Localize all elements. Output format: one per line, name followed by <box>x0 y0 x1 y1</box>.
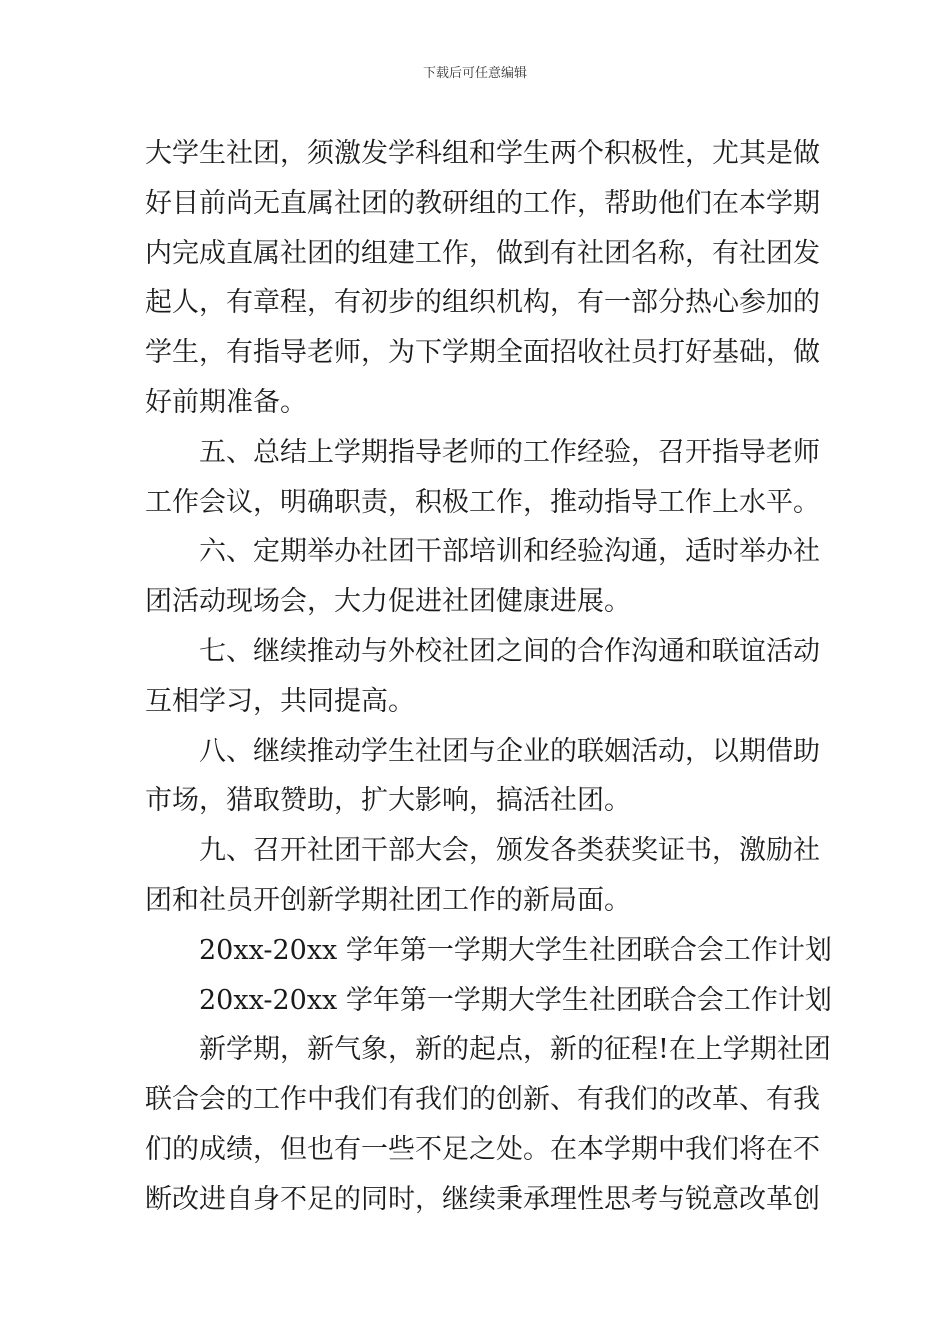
text-line: 工作会议，明确职责，积极工作，推动指导工作上水平。 <box>145 486 820 518</box>
paragraph-start-line: 六、定期举办社团干部培训和经验沟通，适时举办社 <box>199 536 820 568</box>
paragraph-start-line: 新学期，新气象，新的起点，新的征程!在上学期社团 <box>199 1034 831 1066</box>
text-line: 团活动现场会，大力促进社团健康进展。 <box>145 586 631 618</box>
text-line: 起人，有章程，有初步的组织机构，有一部分热心参加的 <box>145 287 820 319</box>
paragraph-start-line: 五、总结上学期指导老师的工作经验，召开指导老师 <box>199 436 820 468</box>
text-line: 联合会的工作中我们有我们的创新、有我们的改革、有我 <box>145 1084 820 1116</box>
text-line: 大学生社团，须激发学科组和学生两个积极性，尤其是做 <box>145 138 820 169</box>
text-line: 团和社员开创新学期社团工作的新局面。 <box>145 884 631 916</box>
paragraph-start-line: 八、继续推动学生社团与企业的联姻活动，以期借助 <box>199 735 820 767</box>
paragraph-start-line: 七、继续推动与外校社团之间的合作沟通和联谊活动 <box>199 635 820 667</box>
section-title-line: 20xx-20xx 学年第一学期大学生社团联合会工作计划 <box>199 934 832 966</box>
text-line: 市场，猎取赞助，扩大影响，搞活社团。 <box>145 785 631 817</box>
page-header: 下载后可任意编辑 <box>422 66 527 81</box>
text-line: 好目前尚无直属社团的教研组的工作，帮助他们在本学期 <box>145 187 820 219</box>
text-line: 内完成直属社团的组建工作，做到有社团名称，有社团发 <box>145 237 820 269</box>
text-line: 好前期准备。 <box>145 386 307 418</box>
text-line: 学生，有指导老师，为下学期全面招收社员打好基础，做 <box>145 337 820 369</box>
section-title-line: 20xx-20xx 学年第一学期大学生社团联合会工作计划 <box>199 984 832 1016</box>
text-line: 们的成绩，但也有一些不足之处。在本学期中我们将在不 <box>145 1133 820 1165</box>
document-body <box>145 129 832 1225</box>
paragraph-start-line: 九、召开社团干部大会，颁发各类获奖证书，激励社 <box>199 835 820 867</box>
text-line: 断改进自身不足的同时，继续秉承理性思考与锐意改革创 <box>145 1183 820 1215</box>
text-line: 互相学习，共同提高。 <box>145 685 415 717</box>
